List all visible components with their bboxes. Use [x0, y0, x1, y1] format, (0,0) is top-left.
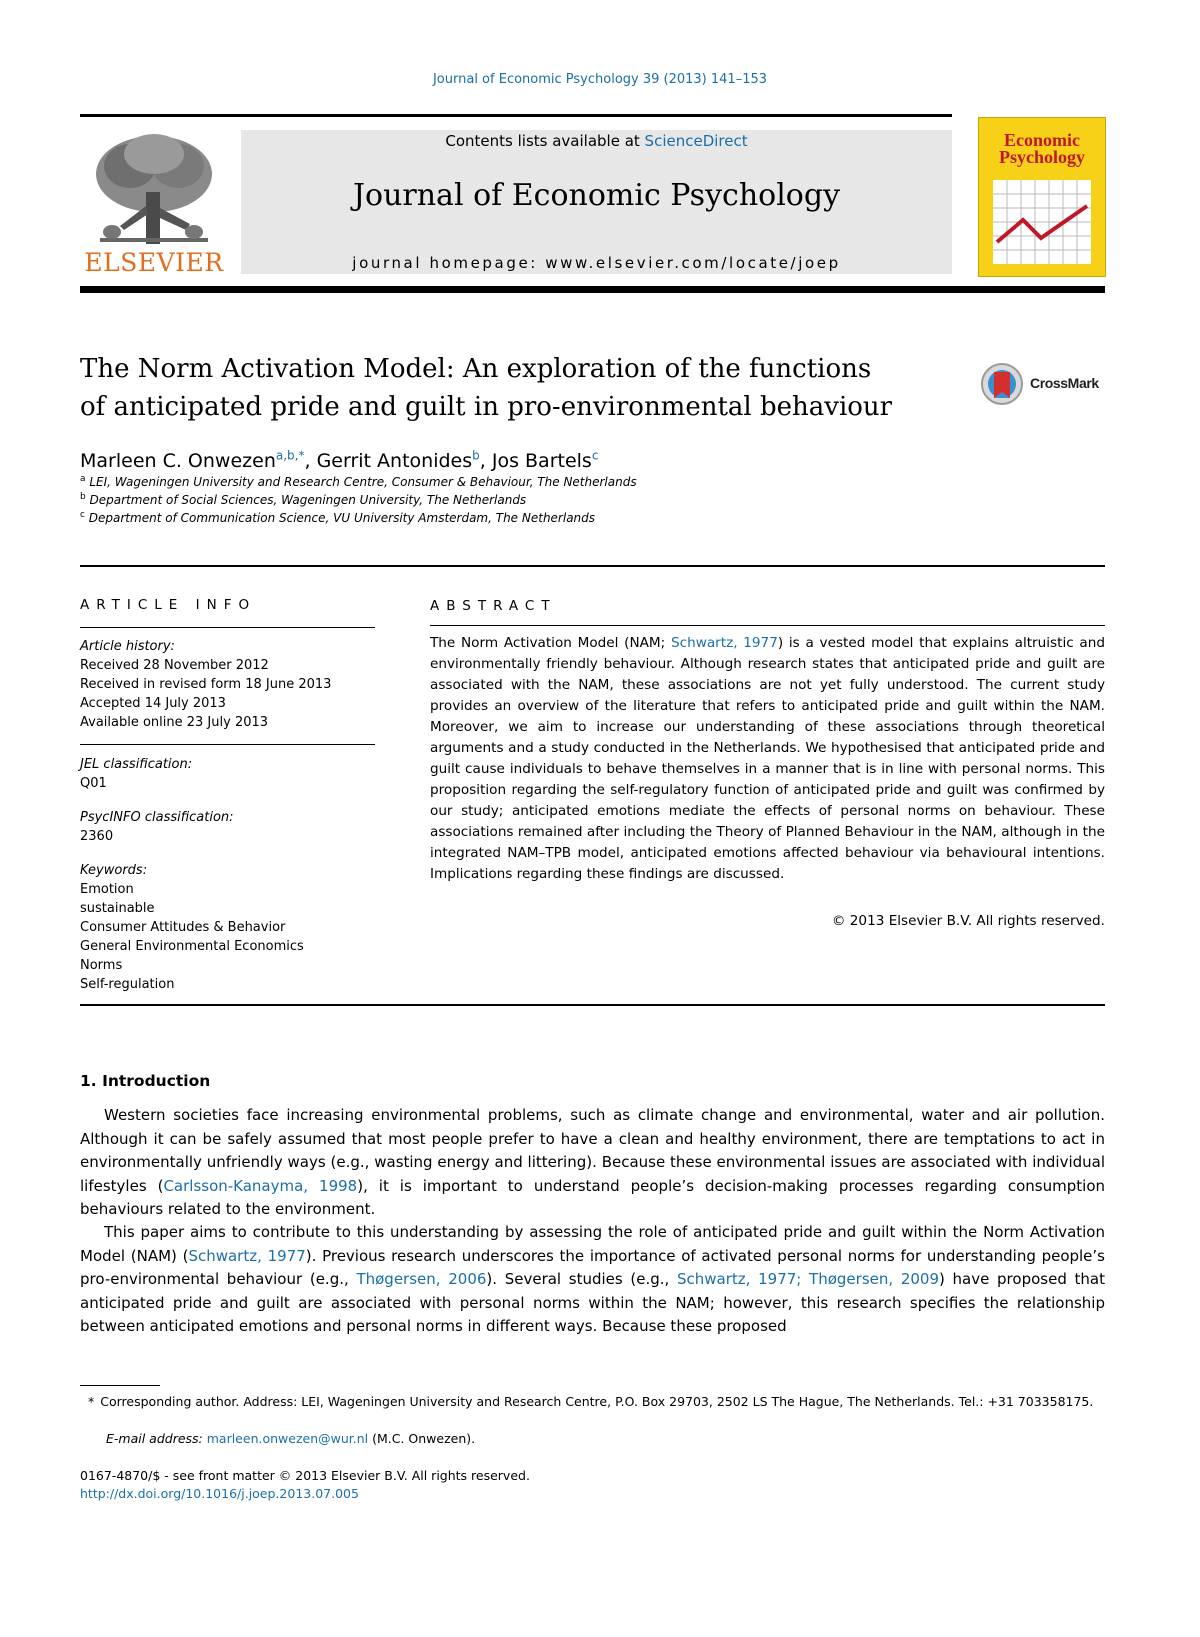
- history-item: Available online 23 July 2013: [80, 715, 269, 730]
- header-bottom-rule: [80, 286, 1105, 293]
- front-matter-line: 0167-4870/$ - see front matter © 2013 Elsevier B.V. All rights reserved.: [80, 1468, 530, 1483]
- keywords: [80, 861, 304, 994]
- history-item: Received in revised form 18 June 2013: [80, 677, 332, 692]
- jel-label: JEL classification:: [80, 757, 193, 772]
- history-item: Received 28 November 2012: [80, 658, 269, 673]
- keyword[interactable]: Emotion: [80, 882, 134, 897]
- abstract-copyright: © 2013 Elsevier B.V. All rights reserved.: [831, 913, 1105, 929]
- paragraph-text: ). Several studies (e.g.,: [486, 1270, 678, 1288]
- header-top-rule: [80, 114, 952, 117]
- article-info-heading: ARTICLE INFO: [80, 597, 257, 613]
- author-name[interactable]: Marleen C. Onwezen: [80, 450, 276, 472]
- author-affiliation-marks[interactable]: a,b,*: [275, 448, 305, 463]
- psycinfo-label: PsycINFO classification:: [80, 810, 234, 825]
- citation-link[interactable]: Schwartz, 1977: [188, 1246, 306, 1265]
- affiliation-mark: c: [80, 510, 85, 520]
- author-affiliation-marks[interactable]: c: [591, 448, 599, 463]
- cover-title-line2: Psychology: [998, 147, 1085, 167]
- paragraph-text: ) have proposed that anticipated pride and guilt are associated with personal norms within the NAM; however, this research specifies the relationship between anticipated emotions and personal norms in different ways. Because these proposed: [80, 1270, 1105, 1335]
- contents-prefix: Contents lists available at: [445, 132, 645, 150]
- footnote-mark: *: [88, 1394, 95, 1409]
- psycinfo-classification: [80, 808, 234, 846]
- history-label: Article history:: [80, 639, 175, 654]
- section-divider: [80, 1004, 1105, 1006]
- author-list: [80, 450, 598, 472]
- keyword[interactable]: Self-regulation: [80, 977, 175, 992]
- journal-name: Journal of Economic Psychology: [352, 178, 841, 213]
- cover-title: [979, 132, 1105, 166]
- email-note: [80, 1430, 1131, 1448]
- paragraph-text: This paper aims to contribute to this understanding by assessing the role of anticipated pride and guilt within the Norm Activation Model (NAM) (: [80, 1223, 1105, 1265]
- author-separator: ,: [479, 450, 492, 472]
- keyword[interactable]: Consumer Attitudes & Behavior: [80, 920, 286, 935]
- affiliation-text: Department of Social Sciences, Wageningen University, The Netherlands: [89, 493, 527, 507]
- article-history: [80, 637, 331, 732]
- author-name[interactable]: Gerrit Antonides: [316, 450, 473, 472]
- paragraph-text: ). Previous research underscores the importance of activated personal norms for understanding people’s pro-environmental behaviour (e.g.,: [80, 1246, 1105, 1288]
- keyword[interactable]: sustainable: [80, 901, 155, 916]
- article-info-rule: [80, 744, 375, 745]
- article-title-line1: The Norm Activation Model: An exploration of the functions: [80, 354, 872, 384]
- article-title-line2: of anticipated pride and guilt in pro-environmental behaviour: [80, 392, 893, 422]
- psycinfo-code: 2360: [80, 829, 114, 844]
- keyword[interactable]: General Environmental Economics: [80, 939, 304, 954]
- abstract-text-part: ) is a vested model that explains altruistic and environmentally friendly behaviour. Although research states that anticipated pride and guilt are associated with the NAM, these associations are not yet fully understood. The current study provides an overview of the literature that refers to anticipated pride and guilt within the NAM. Moreover, we aim to increase our understanding of these associations through theoretical arguments and a study conducted in the Netherlands. We hypothesised that anticipated pride and guilt cause individuals to behave themselves in a manner that is in line with personal norms. This proposition regarding the self-regulatory function of anticipated pride and guilt was confirmed by our study; anticipated emotions mediate the effects of personal norms on behaviour. These associations remained after including the Theory of Planned Behaviour in the NAM, although in the integrated NAM–TPB model, anticipated emotions affected behaviour via behavioural intentions. Implications regarding these findings are discussed.: [430, 635, 1105, 882]
- corresponding-author-note: [80, 1393, 1105, 1411]
- article-title: [80, 350, 960, 426]
- abstract-text: [430, 633, 1105, 885]
- abstract-rule: [430, 625, 1105, 626]
- abstract-text-part: The Norm Activation Model (NAM;: [430, 635, 671, 651]
- doi-link[interactable]: http://dx.doi.org/10.1016/j.joep.2013.07.005: [80, 1486, 359, 1501]
- affiliation-mark: a: [80, 474, 86, 484]
- author-name[interactable]: Jos Bartels: [491, 450, 592, 472]
- sciencedirect-link[interactable]: ScienceDirect: [644, 132, 748, 150]
- citation-link[interactable]: Thøgersen, 2006: [356, 1270, 487, 1288]
- introduction-paragraph: [80, 1221, 1105, 1339]
- crossmark-label[interactable]: CrossMark: [1030, 375, 1099, 391]
- cover-title-line1: Economic: [1004, 130, 1080, 150]
- affiliation: [80, 475, 637, 489]
- elsevier-logo-text: ELSEVIER: [84, 248, 224, 277]
- introduction-heading: 1. Introduction: [80, 1072, 211, 1090]
- keywords-label: Keywords:: [80, 863, 148, 878]
- email-label: E-mail address:: [106, 1431, 207, 1446]
- cover-chart-graphic: [993, 180, 1091, 264]
- journal-homepage[interactable]: journal homepage: www.elsevier.com/locate/joep: [352, 254, 841, 272]
- affiliation-text: Department of Communication Science, VU University Amsterdam, The Netherlands: [88, 511, 596, 525]
- footnote-text: Corresponding author. Address: LEI, Wageningen University and Research Centre, P.O. Box 29703, 2502 LS The Hague, The Netherlands. Tel.: +31 703358175.: [100, 1394, 1094, 1409]
- affiliation-text: LEI, Wageningen University and Research Centre, Consumer & Behaviour, The Netherlands: [89, 475, 637, 489]
- article-info-rule: [80, 627, 375, 628]
- author-separator: ,: [304, 450, 317, 472]
- journal-reference[interactable]: Journal of Economic Psychology 39 (2013) 141–153: [432, 72, 768, 87]
- introduction-paragraph: [80, 1104, 1105, 1222]
- keyword[interactable]: Norms: [80, 958, 123, 973]
- email-link[interactable]: marleen.onwezen@wur.nl: [206, 1431, 369, 1446]
- section-divider: [80, 565, 1105, 567]
- citation-link[interactable]: Schwartz, 1977: [670, 635, 778, 651]
- affiliation: [80, 511, 595, 525]
- footnote-rule: [80, 1385, 160, 1386]
- affiliation-mark: b: [80, 492, 86, 502]
- abstract-heading: ABSTRACT: [430, 598, 557, 614]
- journal-cover-thumbnail: [978, 117, 1106, 277]
- citation-link[interactable]: Schwartz, 1977; Thøgersen, 2009: [677, 1270, 939, 1288]
- history-item: Accepted 14 July 2013: [80, 696, 226, 711]
- paragraph-text: Western societies face increasing environmental problems, such as climate change and environmental, water and air pollution. Although it can be safely assumed that most people prefer to have a clean and healthy environment, there are temptations to act in environmentally unfriendly ways (e.g., wasting energy and littering). Because these environmental issues are associated with individual lifestyles (: [80, 1106, 1105, 1195]
- jel-code: Q01: [80, 776, 107, 791]
- jel-classification: [80, 755, 192, 793]
- email-suffix: (M.C. Onwezen).: [368, 1431, 476, 1446]
- contents-line: [241, 132, 952, 150]
- affiliation: [80, 493, 526, 507]
- citation-link[interactable]: Carlsson-Kanayma, 1998: [163, 1176, 358, 1195]
- author-affiliation-marks[interactable]: b: [472, 448, 480, 463]
- paragraph-text: ), it is important to understand people’s decision-making processes regarding consumption behaviours related to the environment.: [80, 1176, 1105, 1218]
